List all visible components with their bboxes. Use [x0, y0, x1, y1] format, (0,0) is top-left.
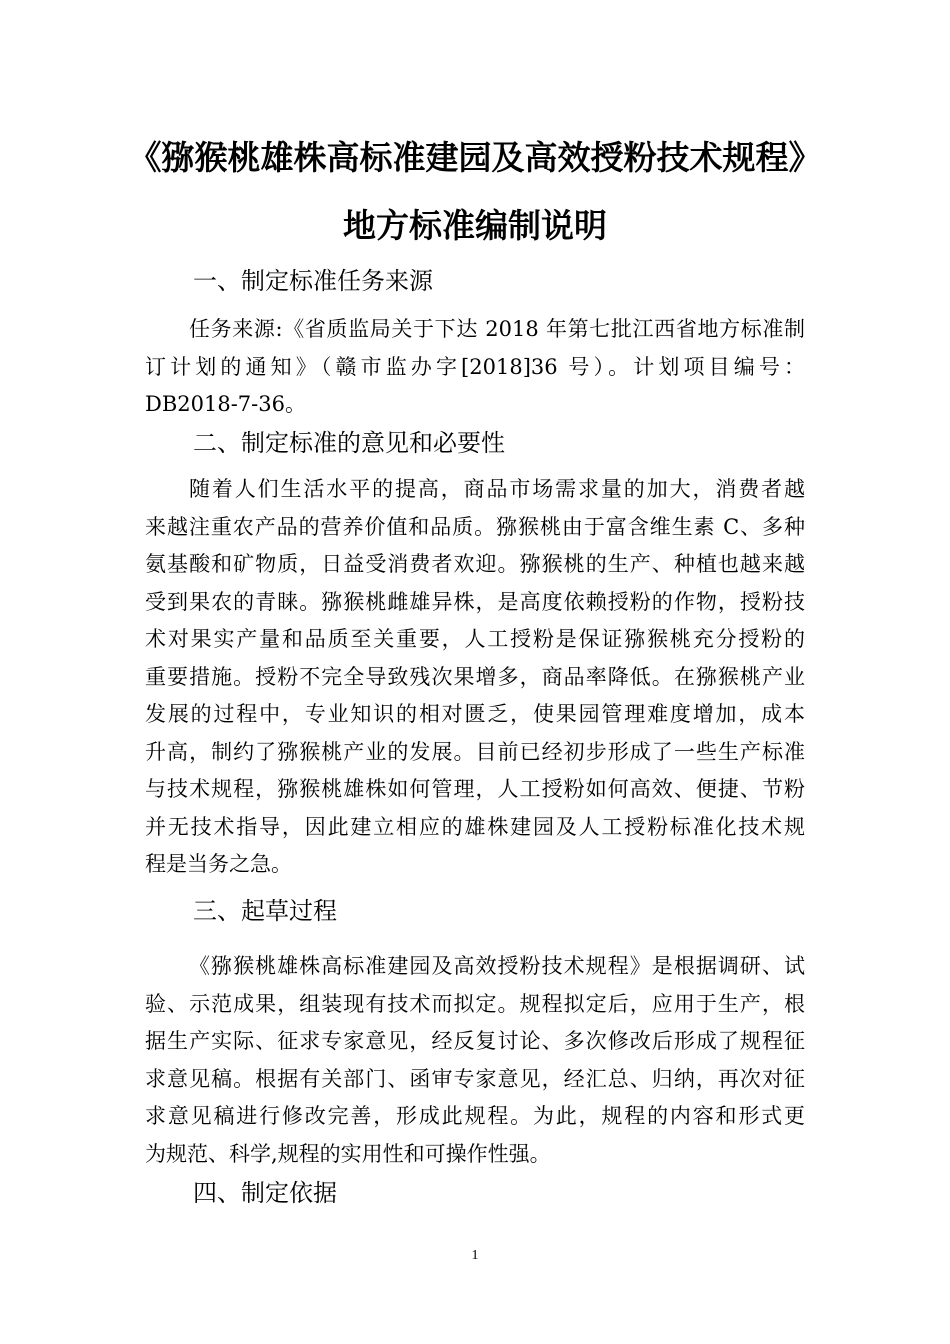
section-paragraph-3 — [145, 948, 805, 1173]
paragraph-line: 受到果农的青睐。猕猴桃雌雄异株，是高度依赖授粉的作物，授粉技 — [145, 589, 805, 614]
paragraph-line: 术对果实产量和品质至关重要，人工授粉是保证猕猴桃充分授粉的 — [145, 627, 805, 651]
section-heading-4: 四、制定依据 — [193, 1179, 337, 1207]
paragraph-line: 来越注重农产品的营养价值和品质。猕猴桃由于富含维生素 C、多种 — [145, 514, 805, 539]
paragraph-line: 验、示范成果，组装现有技术而拟定。规程拟定后，应用于生产，根 — [145, 991, 805, 1016]
paragraph-line: 《猕猴桃雄株高标准建园及高效授粉技术规程》是根据调研、试 — [189, 954, 805, 978]
section-heading-2: 二、制定标准的意见和必要性 — [193, 429, 505, 457]
paragraph-line: 并无技术指导，因此建立相应的雄株建园及人工授粉标准化技术规 — [145, 814, 805, 839]
paragraph-line: 程是当务之急。 — [145, 852, 292, 876]
paragraph-line: 随着人们生活水平的提高，商品市场需求量的加大，消费者越 — [189, 477, 805, 501]
section-heading-3: 三、起草过程 — [193, 897, 337, 925]
paragraph-line: 求意见稿进行修改完善，形成此规程。为此，规程的内容和形式更 — [145, 1104, 805, 1128]
section-paragraph-2 — [145, 471, 805, 884]
paragraph-line: 订计划的通知》（赣市监办字[2018]36 号）。计划项目编号： — [145, 354, 805, 379]
document-title-line2: 地方标准编制说明 — [343, 206, 607, 245]
document-title-line1: 《猕猴桃雄株高标准建园及高效授粉技术规程》 — [128, 138, 822, 177]
page-number: 1 — [471, 1248, 479, 1263]
paragraph-line: 与技术规程，猕猴桃雄株如何管理，人工授粉如何高效、便捷、节粉 — [145, 777, 805, 801]
paragraph-line: 重要措施。授粉不完全导致残次果增多，商品率降低。在猕猴桃产业 — [145, 664, 805, 689]
paragraph-line: DB2018-7-36。 — [145, 392, 306, 416]
paragraph-line: 发展的过程中，专业知识的相对匮乏，使果园管理难度增加，成本 — [145, 702, 805, 726]
section-paragraph-1 — [145, 311, 805, 424]
paragraph-line: 为规范、科学,规程的实用性和可操作性强。 — [145, 1141, 551, 1166]
paragraph-line: 据生产实际、征求专家意见，经反复讨论、多次修改后形成了规程征 — [145, 1029, 805, 1053]
paragraph-line: 氨基酸和矿物质，日益受消费者欢迎。猕猴桃的生产、种植也越来越 — [145, 552, 805, 576]
paragraph-line: 求意见稿。根据有关部门、函审专家意见，经汇总、归纳，再次对征 — [145, 1066, 805, 1091]
section-heading-1: 一、制定标准任务来源 — [193, 267, 433, 295]
paragraph-line: 任务来源:《省质监局关于下达 2018 年第七批江西省地方标准制 — [189, 317, 805, 341]
paragraph-line: 升高，制约了猕猴桃产业的发展。目前已经初步形成了一些生产标准 — [145, 739, 805, 764]
